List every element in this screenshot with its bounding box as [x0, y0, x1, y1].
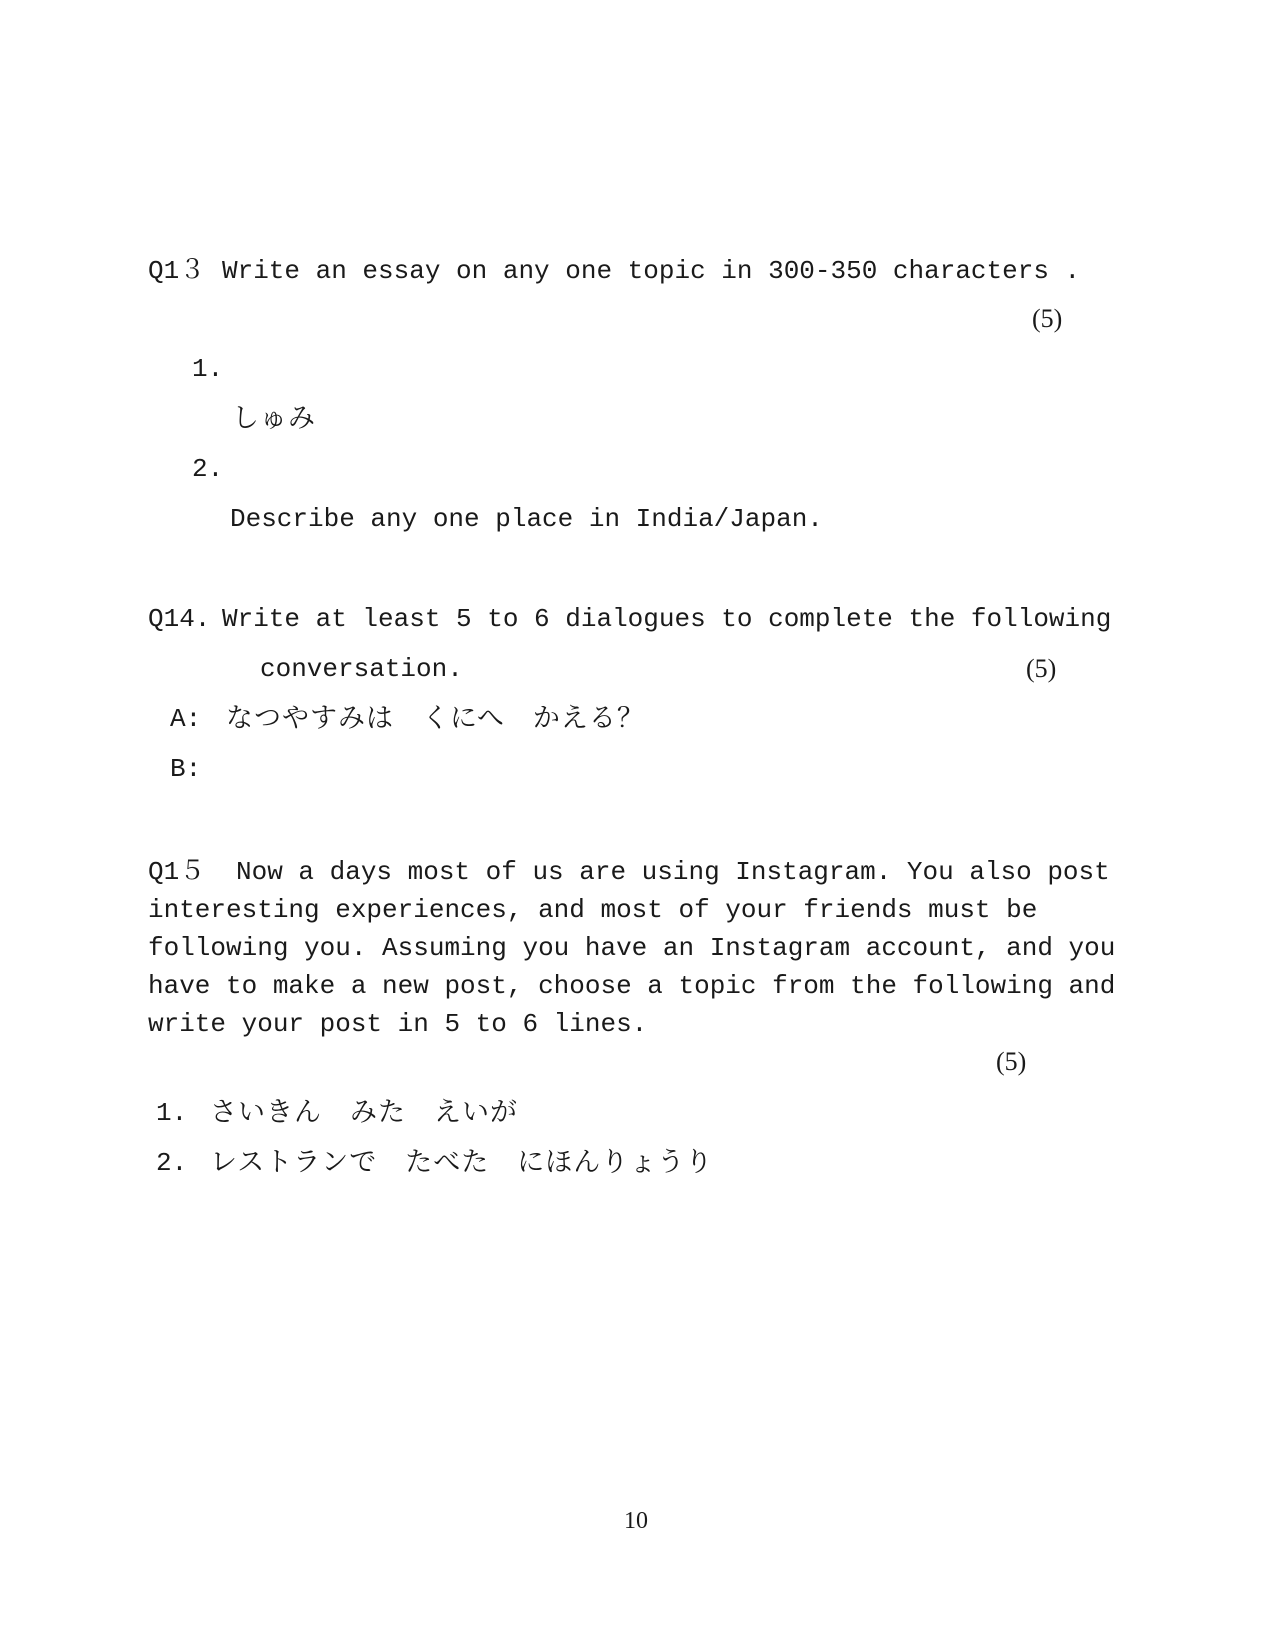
q15-line-4: have to make a new post, choose a topic from the following and: [148, 971, 1116, 1001]
q13-prompt: Write an essay on any one topic in 300-350 characters .: [222, 256, 1081, 286]
q15-line-5: write your post in 5 to 6 lines.: [148, 1009, 648, 1039]
q13-item-1-text: しゅみ: [232, 403, 316, 434]
q13-label: Q1３: [148, 256, 206, 286]
q14-dialogue-a-text: なつやすみは くにへ かえる？: [226, 703, 645, 734]
q15-item-2-text: レストランで たべた にほんりょうり: [210, 1147, 714, 1178]
q15-line-2: interesting experiences, and most of your friends must be: [148, 895, 1038, 925]
q13-item-1-number: 1.: [192, 354, 224, 384]
q14-marks: (5): [1026, 654, 1057, 683]
q15-marks: (5): [996, 1047, 1027, 1076]
q14-dialogue-b-speaker: B:: [170, 754, 202, 784]
q15-label: Q1５: [148, 857, 206, 887]
q15-item-2-number: 2.: [156, 1148, 188, 1178]
q15-line-1: Now a days most of us are using Instagram. You also post: [236, 857, 1110, 887]
q14-prompt-line-1: Write at least 5 to 6 dialogues to complete the following: [222, 604, 1112, 634]
q15-line-3: following you. Assuming you have an Instagram account, and you: [148, 933, 1116, 963]
page-number: 10: [624, 1508, 648, 1534]
q13-marks: (5): [1032, 304, 1063, 333]
q14-dialogue-a-speaker: A:: [170, 704, 202, 734]
q14-label: Q14.: [148, 604, 211, 634]
q14-prompt-line-2: conversation.: [260, 654, 463, 684]
q13-item-2-text: Describe any one place in India/Japan.: [230, 504, 823, 534]
q13-item-2-number: 2.: [192, 454, 224, 484]
q15-item-1-number: 1.: [156, 1098, 188, 1128]
q15-item-1-text: さいきん みた えいが: [210, 1097, 518, 1128]
